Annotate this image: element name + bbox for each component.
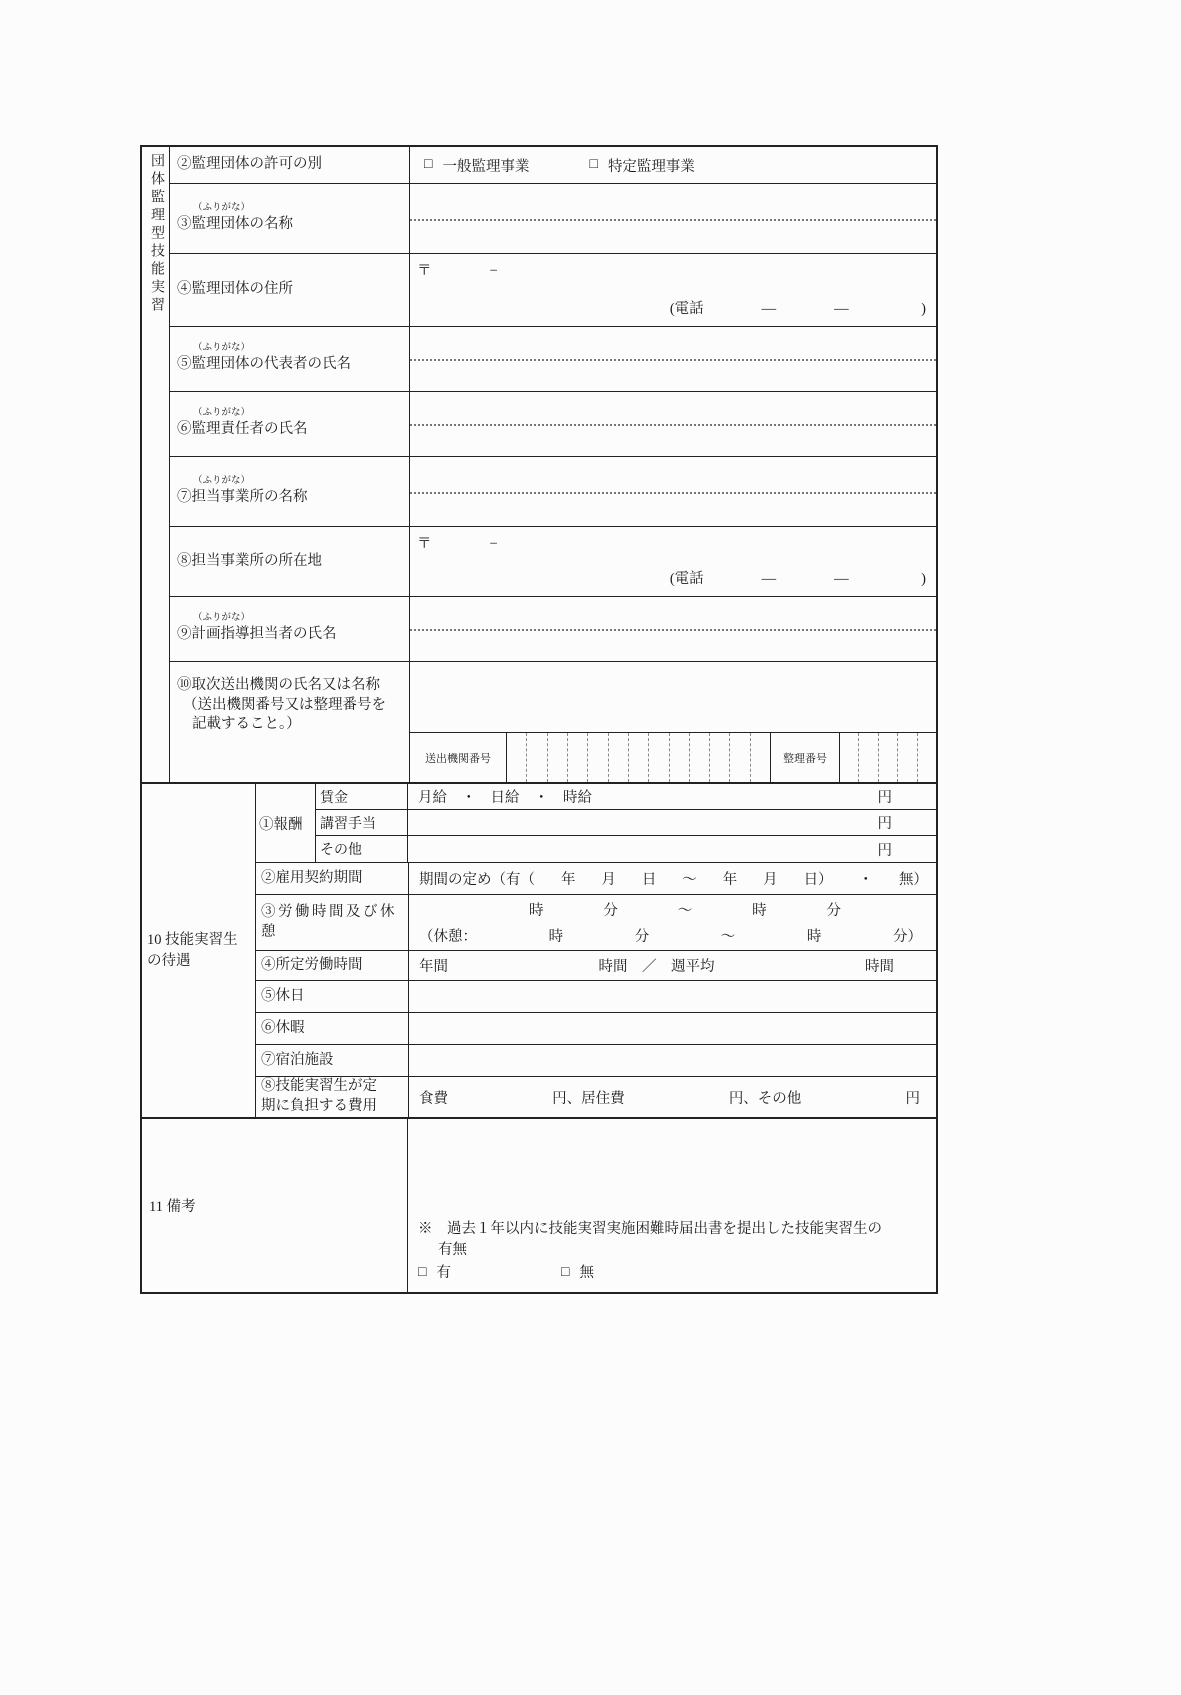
org-address-row — [170, 254, 936, 327]
remarks-content-area — [408, 1119, 936, 1292]
vacation-value-area — [409, 1013, 936, 1044]
plan-instructor-input-area — [410, 597, 936, 661]
phone-field: (電話 ― ― ) — [669, 571, 926, 587]
hours-part: 分 — [603, 903, 618, 920]
vacation-label: ⑥休暇 — [256, 1013, 409, 1044]
postal-mark: 〒 − — [417, 536, 498, 552]
supervising-org-section — [142, 147, 936, 784]
contract-part: 月 — [601, 872, 616, 888]
checkbox-icon[interactable]: □ — [418, 1265, 427, 1281]
supervision-manager-row — [170, 392, 936, 457]
supervision-manager-label: ⑥監理責任者の氏名 — [177, 421, 308, 438]
dotted-separator — [410, 359, 936, 361]
annual-label: 年間 — [419, 959, 448, 975]
org-name-row — [170, 184, 936, 254]
plan-instructor-label: ⑨計画指導担当者の氏名 — [177, 626, 337, 643]
hours-part: 時 — [752, 903, 767, 920]
plan-instructor-row — [170, 597, 936, 662]
furigana-label: （ふりがな） — [193, 613, 251, 624]
contract-part: ・ — [858, 872, 873, 888]
other-reward-value-area — [408, 836, 936, 862]
training-allowance-sublabel: 講習手当 — [316, 810, 408, 835]
dotted-separator — [410, 219, 936, 221]
branch-office-address-label-cell — [170, 527, 410, 596]
holidays-row — [256, 981, 936, 1013]
permission-type-row — [170, 147, 936, 184]
expense-part: 食費 — [419, 1090, 448, 1107]
contract-part: 無） — [898, 872, 928, 888]
remarks-title: 11 備考 — [142, 1119, 408, 1292]
hours-part: 〜 — [677, 903, 693, 920]
supervision-manager-input-area — [410, 392, 936, 456]
lodging-facility-value-area — [409, 1045, 936, 1076]
digit-box — [898, 733, 917, 782]
regular-expenses-label-line1: ⑧技能実習生が定 — [261, 1078, 377, 1095]
branch-office-address-label: ⑧担当事業所の所在地 — [177, 552, 322, 569]
postal-mark: 〒 − — [417, 263, 498, 279]
no-report-label: 無 — [579, 1264, 594, 1281]
remarks-section — [142, 1119, 936, 1292]
digit-box — [751, 733, 770, 782]
org-address-label: ④監理団体の住所 — [177, 281, 293, 298]
digit-box — [710, 733, 730, 782]
lodging-facility-row — [256, 1045, 936, 1077]
scheduled-hours-row — [256, 951, 936, 981]
general-supervision-label: 一般監理事業 — [442, 158, 530, 175]
permission-type-label: ②監理団体の許可の別 — [170, 147, 410, 183]
expense-part: 円、その他 — [728, 1090, 802, 1107]
digit-box — [548, 733, 568, 782]
working-hours-label — [256, 895, 409, 950]
employment-contract-value-area — [409, 863, 936, 894]
digit-box — [670, 733, 690, 782]
digit-box — [840, 733, 859, 782]
hours-part: 分 — [826, 903, 841, 920]
working-hours-value-area — [409, 895, 936, 950]
training-allowance-row — [316, 810, 936, 836]
digit-box — [649, 733, 669, 782]
side-label-group-supervision-type: 団体監理型技能実習 — [142, 147, 170, 782]
org-name-label-cell — [170, 184, 410, 253]
org-representative-input-area — [410, 327, 936, 391]
dotted-separator — [410, 629, 936, 631]
regular-expenses-label — [256, 1077, 409, 1117]
contract-part: 年 — [722, 872, 738, 888]
vacation-row — [256, 1013, 936, 1045]
org-address-label-cell — [170, 254, 410, 326]
specific-supervision-label: 特定監理事業 — [607, 158, 695, 175]
number-box-row — [410, 732, 936, 782]
reward-rows — [316, 784, 936, 862]
supervision-manager-label-cell — [170, 392, 410, 456]
digit-box — [568, 733, 588, 782]
break-part: 分） — [892, 928, 922, 945]
digit-box — [629, 733, 649, 782]
contract-part: 期間の定め（有（ — [419, 872, 535, 888]
furigana-label: （ふりがな） — [193, 343, 251, 354]
break-part: 〜 — [720, 928, 736, 945]
break-part: （休憩： — [419, 928, 477, 945]
reference-number-boxes — [840, 733, 936, 782]
break-part: 時 — [806, 928, 822, 945]
contract-part: 年 — [560, 872, 576, 888]
holidays-label: ⑤休日 — [256, 981, 409, 1012]
working-hours-label-line2: 憩 — [261, 923, 276, 940]
break-time-fields — [409, 925, 936, 946]
scheduled-hours-label: ④所定労働時間 — [256, 951, 409, 980]
expense-fields — [409, 1077, 936, 1117]
org-representative-row — [170, 327, 936, 392]
digit-box — [527, 733, 547, 782]
org-name-label: ③監理団体の名称 — [177, 215, 293, 232]
scheduled-hours-fields — [409, 951, 936, 980]
digit-box — [918, 733, 936, 782]
dotted-separator — [410, 492, 936, 494]
working-hours-label-line1: ③労働時間及び休 — [261, 903, 397, 920]
furigana-label: （ふりがな） — [193, 408, 251, 419]
forwarding-org-label-cell — [170, 662, 410, 782]
branch-office-name-label: ⑦担当事業所の名称 — [177, 488, 308, 505]
digit-box — [730, 733, 750, 782]
working-hours-fields — [409, 899, 936, 920]
supervising-org-rows — [170, 147, 936, 782]
hours-unit: 時間 — [865, 959, 894, 975]
yen-unit: 円 — [877, 816, 892, 832]
plan-instructor-label-cell — [170, 597, 410, 661]
sending-org-number-boxes — [507, 733, 770, 782]
regular-expenses-label-line2: 期に負担する費用 — [261, 1098, 377, 1114]
working-hours-row — [256, 895, 936, 951]
forwarding-org-label-line1: ⑩取次送出機関の氏名又は名称 — [177, 677, 380, 693]
checkbox-icon[interactable]: □ — [424, 157, 433, 172]
branch-office-name-row — [170, 457, 936, 527]
lodging-facility-label: ⑦宿泊施設 — [256, 1045, 409, 1076]
furigana-label: （ふりがな） — [193, 475, 251, 486]
has-report-option[interactable] — [418, 1263, 451, 1284]
employment-contract-label: ②雇用契約期間 — [256, 863, 409, 894]
expense-part: 円 — [905, 1090, 920, 1107]
regular-expenses-row — [256, 1077, 936, 1117]
checkbox-icon[interactable]: □ — [560, 1265, 570, 1281]
other-reward-sublabel: その他 — [316, 836, 408, 862]
forwarding-org-label-line2: （送出機関番号又は整理番号を — [183, 696, 386, 713]
forwarding-org-input-area — [410, 662, 936, 782]
branch-office-name-input-area — [410, 457, 936, 526]
wage-value-area — [408, 784, 936, 809]
branch-office-address-row — [170, 527, 936, 597]
break-part: 時 — [548, 928, 564, 945]
dotted-separator — [410, 424, 936, 426]
difficulty-report-note-line1: ※ 過去１年以内に技能実習実施困難時届出書を提出した技能実習生の — [418, 1220, 882, 1237]
org-representative-label: ⑤監理団体の代表者の氏名 — [177, 356, 351, 373]
specific-supervision-option[interactable] — [589, 155, 694, 176]
yen-unit: 円 — [877, 842, 892, 859]
permission-type-options — [410, 147, 936, 183]
holidays-value-area — [409, 981, 936, 1012]
hours-part: 時 — [529, 903, 544, 920]
reference-number-label: 整理番号 — [770, 733, 840, 782]
expense-part: 円、居住費 — [552, 1090, 625, 1107]
break-part: 分 — [634, 928, 650, 945]
digit-box — [690, 733, 710, 782]
no-report-option[interactable] — [561, 1263, 594, 1284]
wage-row — [316, 784, 936, 810]
regular-expenses-value-area — [409, 1077, 936, 1117]
training-allowance-value-area — [408, 810, 936, 835]
org-representative-label-cell — [170, 327, 410, 391]
scheduled-hours-value-area — [409, 951, 936, 980]
yen-unit: 円 — [877, 790, 892, 806]
digit-box — [879, 733, 898, 782]
training-plan-form — [140, 145, 938, 1294]
org-name-input-area — [410, 184, 936, 253]
forwarding-org-row — [170, 662, 936, 782]
contract-part: 日） — [803, 872, 833, 888]
wage-sublabel: 賃金 — [316, 784, 408, 809]
forwarding-org-name-area — [410, 662, 936, 732]
trainee-treatment-section — [142, 784, 936, 1119]
contract-part: 日 — [641, 872, 657, 888]
hours-weekly-average-label: 時間 ／ 週平均 — [598, 959, 715, 975]
trainee-treatment-title-line2: の待遇 — [147, 952, 191, 969]
contract-part: 〜 — [682, 872, 697, 888]
trainee-treatment-title — [142, 784, 256, 1117]
treatment-rows — [256, 784, 936, 1117]
branch-office-name-label-cell — [170, 457, 410, 526]
checkbox-icon[interactable]: □ — [589, 157, 598, 172]
trainee-treatment-title-line1: 10 技能実習生 — [147, 932, 238, 949]
other-reward-row — [316, 836, 936, 862]
org-address-input-area — [410, 254, 936, 326]
phone-field: (電話 ― ― ) — [669, 301, 926, 317]
wage-type-options: 月給 ・ 日給 ・ 時給 — [418, 790, 592, 806]
digit-box — [507, 733, 527, 782]
furigana-label: （ふりがな） — [193, 202, 251, 213]
forwarding-org-label-line3: 記載すること。） — [192, 716, 301, 733]
contract-part: 月 — [763, 872, 778, 888]
contract-period-fields — [409, 863, 936, 894]
employment-contract-row — [256, 863, 936, 895]
digit-box — [588, 733, 608, 782]
reward-label: ①報酬 — [256, 784, 316, 862]
general-supervision-option[interactable] — [424, 155, 529, 176]
sending-org-number-label: 送出機関番号 — [410, 733, 507, 782]
branch-office-address-input-area — [410, 527, 936, 596]
reward-block — [256, 784, 936, 863]
digit-box — [859, 733, 878, 782]
difficulty-report-note-line2: 有無 — [438, 1241, 467, 1258]
difficulty-report-options — [418, 1263, 928, 1284]
has-report-label: 有 — [436, 1264, 451, 1281]
digit-box — [609, 733, 629, 782]
